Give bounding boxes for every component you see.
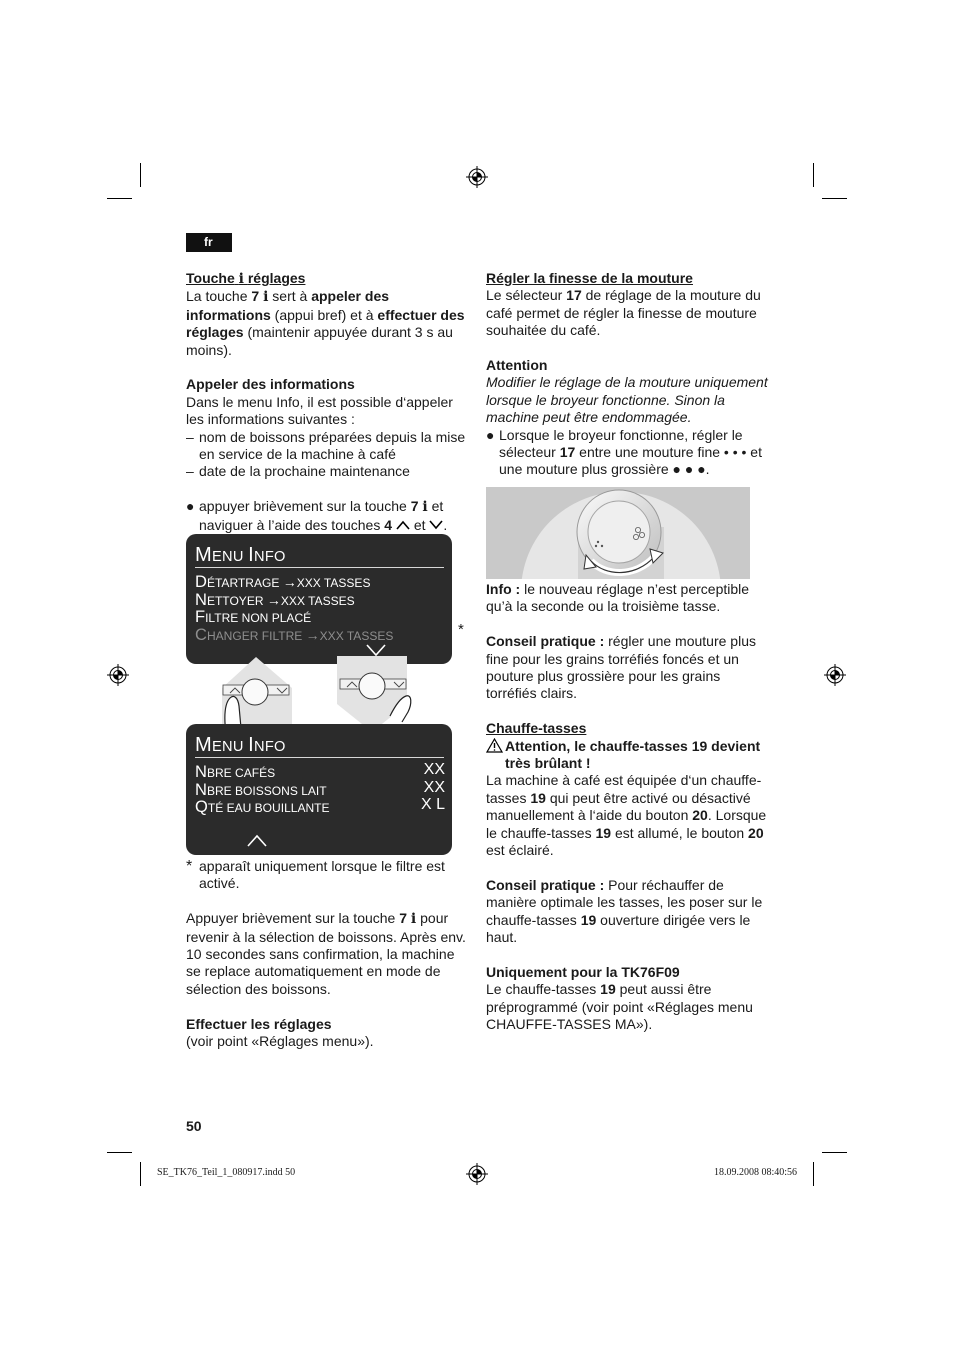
dash-item: – nom de boissons préparées depuis la mise en service de la machine à café <box>186 428 466 463</box>
display-value: XX <box>423 761 445 778</box>
bullet-item: ● Lorsque le broyeur fonctionne, régler le sélecteur 17 entre une mouture fine • • • et une mouture plus grossière ● ● ●. <box>486 426 762 478</box>
slug-file: SE_TK76_Teil_1_080917.indd 50 <box>157 1167 296 1178</box>
section-title-chauffe: Chauffe-tasses <box>486 720 587 737</box>
info-note: Info : le nouveau réglage n’est perceptible qu’à la seconde ou la troisième tasse. <box>486 581 750 615</box>
chevron-up-icon <box>247 834 267 847</box>
section-title-appeler: Appeler des informations <box>186 376 355 393</box>
display-value: XX <box>423 778 445 796</box>
chevron-down-icon <box>429 520 443 530</box>
display-line: NETTOYER →XXX TASSES <box>195 589 355 609</box>
info-key-icon: i <box>238 271 244 287</box>
registration-mark-icon <box>107 664 129 686</box>
info-key-icon: i <box>263 289 269 306</box>
registration-mark-icon <box>824 664 846 686</box>
crop-mark <box>140 1162 141 1186</box>
grinder-selector-photo <box>486 487 750 579</box>
touche-body: La touche 7 i sert à appeler des informations (appui bref) et à effectuer des réglages (maintenir appuyée durant 3 s au moins). <box>186 288 465 358</box>
section-title-effectuer: Effectuer les réglages <box>186 1015 332 1032</box>
display-divider <box>195 567 444 568</box>
display-divider <box>195 757 444 758</box>
info-key-icon: i <box>410 911 417 928</box>
bullet-item: ● appuyer brièvement sur la touche 7 i et naviguer à l’aide des touches 4 et . <box>186 498 448 533</box>
language-tab: fr <box>186 233 232 252</box>
warning-triangle-icon <box>486 738 503 753</box>
display-title: MENU INFO <box>195 734 286 756</box>
crop-mark <box>813 163 814 187</box>
appeler-body: Dans le menu Info, il est possible d‘appeler les informations suivantes : <box>186 393 453 428</box>
display-value: X L <box>420 796 445 813</box>
asterisk-mark: * <box>458 621 464 638</box>
display-line: CHANGER FILTRE →XXX TASSES <box>195 624 394 644</box>
chevron-up-icon <box>396 520 410 530</box>
display-line: FILTRE NON PLACÉ <box>195 607 312 626</box>
crop-mark <box>822 1152 847 1153</box>
page-number: 50 <box>186 1118 202 1134</box>
attention-title: Attention <box>486 357 548 374</box>
display-title: MENU INFO <box>195 544 286 566</box>
crop-mark <box>813 1162 814 1186</box>
arrow-right-icon: → <box>305 626 320 643</box>
arrow-right-icon: → <box>266 591 281 608</box>
display-line: NBRE CAFÉS <box>195 762 276 781</box>
right-column-bottom <box>486 581 768 1034</box>
left-column-top <box>186 270 472 534</box>
left-column-bottom <box>186 858 472 1050</box>
effectuer-body: (voir point «Réglages menu»). <box>186 1033 374 1050</box>
navigation-keys-illustration <box>222 656 412 734</box>
crop-mark <box>107 198 132 199</box>
display-line: QTÉ EAU BOUILLANTE <box>195 797 330 816</box>
menu-info-display-1 <box>186 534 452 664</box>
uniquement-body: Le chauffe-tasses 19 peut aussi être préprogrammé (voir point «Réglages menu CHAUFFE-TASSES MA»). <box>486 981 753 1033</box>
section-title-uniquement: Uniquement pour la TK76F09 <box>486 963 680 980</box>
display-line: NBRE BOISSONS LAIT <box>195 779 327 799</box>
section-title-touche: Touche i réglages <box>186 270 306 287</box>
right-column-top <box>486 270 768 479</box>
registration-mark-icon <box>466 1163 488 1185</box>
chauffe-body: La machine à café est équipée d‘un chauffe-tasses 19 qui peut être activé ou désactivé manuellement à l‘aide du bouton 20. Lorsque le chauffe-tasses 19 est allumé, le bouton 20 est éclairé. <box>486 772 767 859</box>
crop-mark <box>107 1152 132 1153</box>
mouture-body: Le sélecteur 17 de réglage de la mouture du café permet de régler la finesse de mouture souhaitée du café. <box>486 287 761 339</box>
menu-info-display-2 <box>186 724 452 855</box>
section-title-mouture: Régler la finesse de la mouture <box>486 270 693 286</box>
registration-mark-icon <box>466 166 488 188</box>
conseil-note: Conseil pratique : régler une mouture plus fine pour les grains torréfiés foncés et un pouture plus grossière pour les grains torréfiés clairs. <box>486 633 756 702</box>
slug-date: 18.09.2008 08:40:56 <box>713 1167 797 1178</box>
crop-mark <box>140 163 141 187</box>
arrow-right-icon: → <box>282 574 297 590</box>
crop-mark <box>822 198 847 199</box>
attention-text: Modifier le réglage de la mouture uniquement lorsque le broyeur fonctionne. Sinon la machine peut être endommagée. <box>486 374 768 426</box>
display-line: DÉTARTRAGE →XXX TASSES <box>195 572 371 591</box>
conseil-note-2: Conseil pratique : Pour réchauffer de manière optimale les tasses, les poser sur le chauffe-tasses 19 ouverture dirigée vers le haut. <box>486 876 763 946</box>
info-key-icon: i <box>422 499 428 516</box>
dash-item: – date de la prochaine maintenance <box>186 463 410 480</box>
footnote: * apparaît uniquement lorsque le filtre est activé. <box>186 858 445 892</box>
retour-body: Appuyer brièvement sur la touche 7 i pour revenir à la sélection de boissons. Après env. 10 secondes sans confirmation, la machine se replace automatiquement en mode de sélection des boissons. <box>186 910 466 997</box>
warning-line: Attention, le chauffe-tasses 19 devient très brûlant ! <box>486 738 768 773</box>
